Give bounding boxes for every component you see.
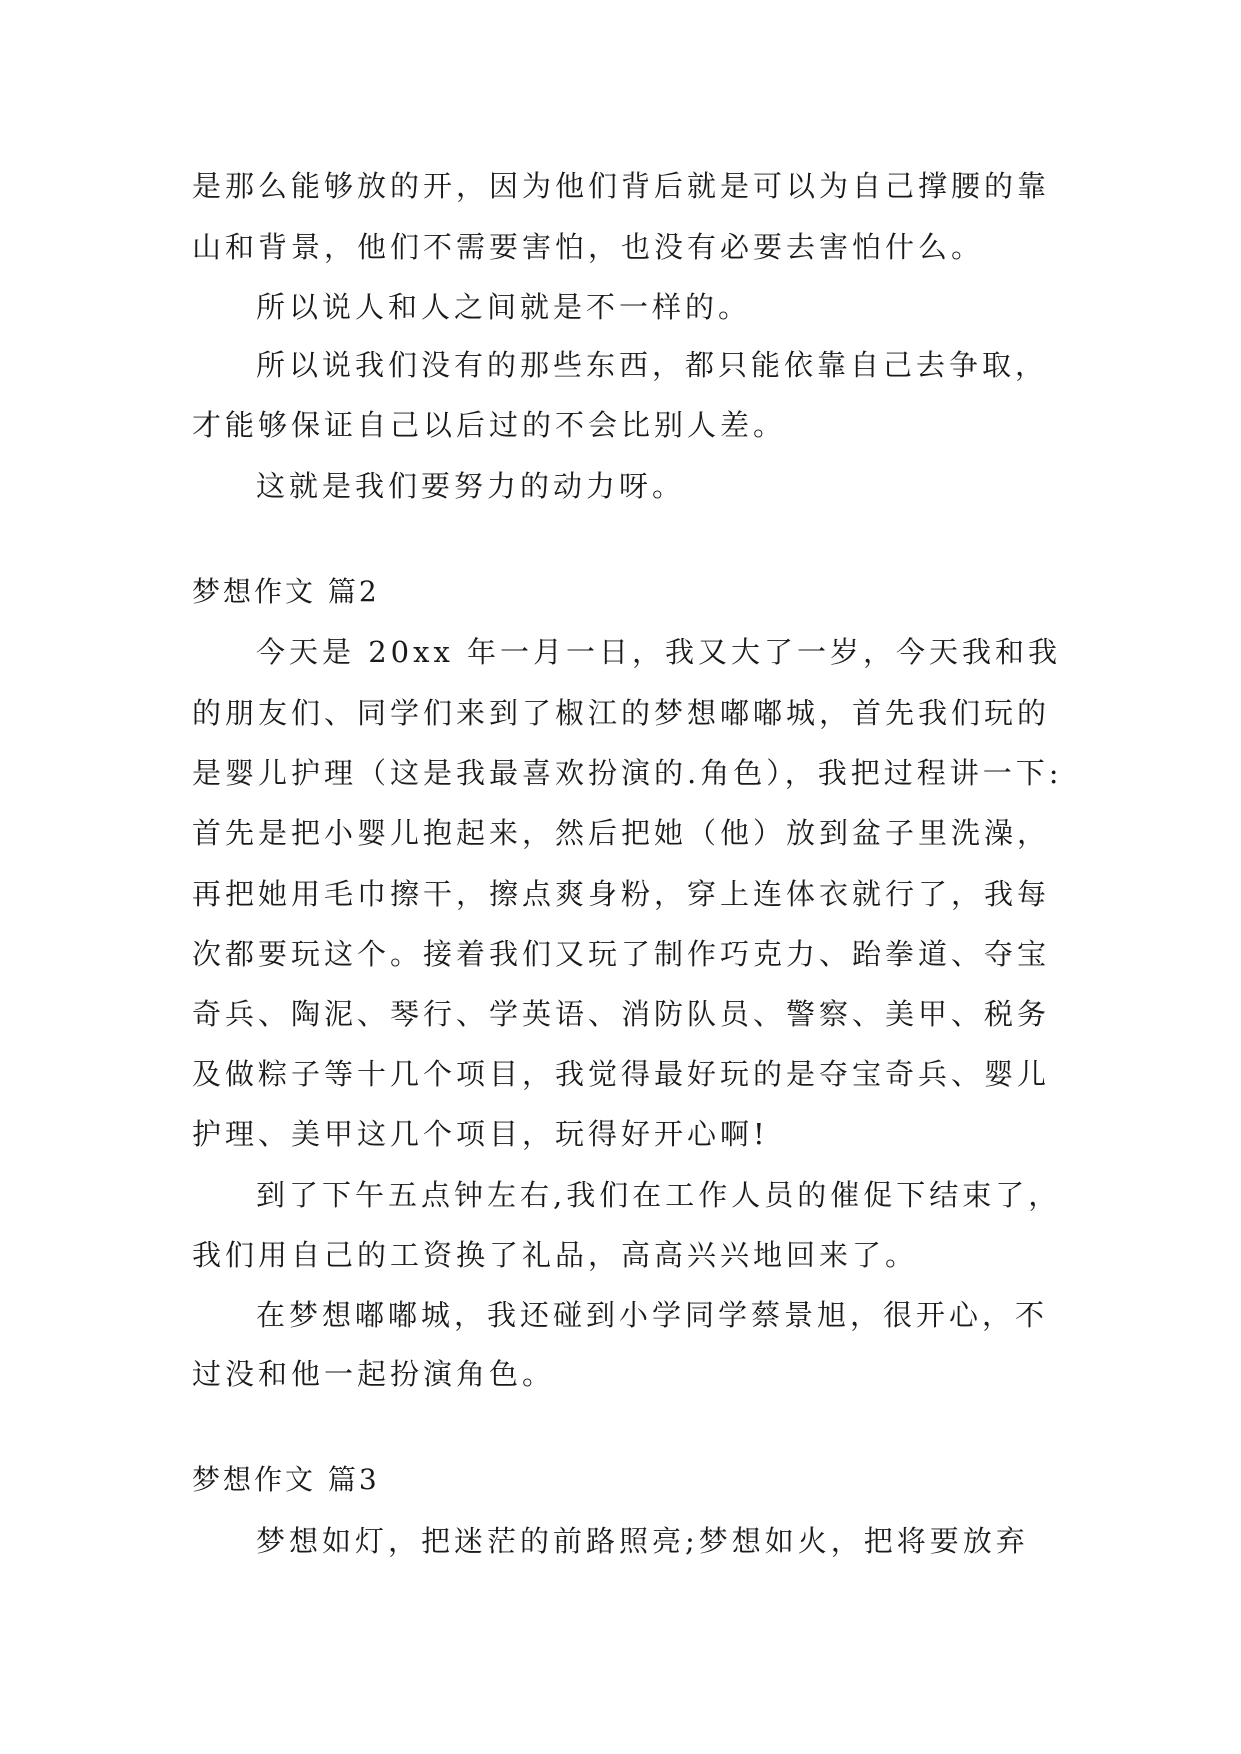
paragraph-line: 山和背景，他们不需要害怕，也没有必要去害怕什么。: [192, 230, 985, 264]
paragraph-line: 所以说我们没有的那些东西，都只能依靠自己去争取，: [256, 348, 1049, 382]
paragraph-line: 首先是把小婴儿抱起来，然后把她（他）放到盆子里洗澡，: [192, 816, 1051, 850]
paragraph-line: 所以说人和人之间就是不一样的。: [256, 290, 752, 324]
section-heading: 梦想作文 篇2: [192, 575, 380, 608]
paragraph-line: 我们用自己的工资换了礼品，高高兴兴地回来了。: [192, 1238, 919, 1272]
paragraph-line: 的朋友们、同学们来到了椒江的梦想嘟嘟城，首先我们玩的: [192, 696, 1051, 730]
paragraph-line: 是那么能够放的开，因为他们背后就是可以为自己撑腰的靠: [192, 169, 1051, 203]
section-heading: 梦想作文 篇3: [192, 1463, 380, 1496]
paragraph-line: 过没和他一起扮演角色。: [192, 1357, 556, 1391]
paragraph-line: 才能够保证自己以后过的不会比别人差。: [192, 408, 787, 442]
paragraph-line: 今天是 20xx 年一月一日，我又大了一岁，今天我和我: [256, 635, 1062, 669]
paragraph-line: 护理、美甲这几个项目，玩得好开心啊!: [192, 1117, 769, 1151]
paragraph-line: 及做粽子等十几个项目，我觉得最好玩的是夺宝奇兵、婴儿: [192, 1057, 1051, 1091]
paragraph-line: 次都要玩这个。接着我们又玩了制作巧克力、跆拳道、夺宝: [192, 937, 1051, 971]
paragraph-line: 到了下午五点钟左右,我们在工作人员的催促下结束了，: [256, 1178, 1062, 1212]
paragraph-line: 这就是我们要努力的动力呀。: [256, 469, 686, 503]
paragraph-line: 再把她用毛巾擦干，擦点爽身粉，穿上连体衣就行了，我每: [192, 877, 1051, 911]
paragraph-line: 奇兵、陶泥、琴行、学英语、消防队员、警察、美甲、税务: [192, 997, 1051, 1031]
paragraph-line: 是婴儿护理（这是我最喜欢扮演的.角色），我把过程讲一下:: [192, 756, 1063, 790]
paragraph-line: 梦想如灯，把迷茫的前路照亮;梦想如火，把将要放弃: [256, 1524, 1029, 1558]
paragraph-line: 在梦想嘟嘟城，我还碰到小学同学蔡景旭，很开心，不: [256, 1298, 1049, 1332]
